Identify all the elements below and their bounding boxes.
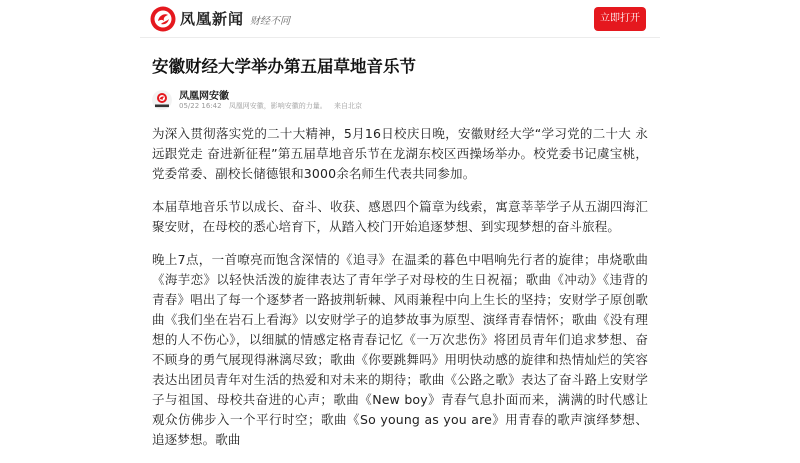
article-title: 安徽财经大学举办第五届草地音乐节: [152, 57, 416, 76]
paragraph: 为深入贯彻落实党的二十大精神，5月16日校庆日晚，安徽财经大学“学习党的二十大 永远跟党走 奋进新征程”第五届草地音乐节在龙湖东校区西操场举办。校党委书记虞宝桃，党委常委、副校长储德银和3000余名师生代表共同参加。: [152, 126, 648, 181]
paragraph: 本届草地音乐节以成长、奋斗、收获、感恩四个篇章为线索，寓意莘莘学子从五湖四海汇聚安财，在母校的悉心培育下，从踏入校门开始追逐梦想、到实现梦想的奋斗旅程。: [152, 199, 648, 234]
brand-slogan: 财经不同: [250, 16, 291, 27]
phoenix-logo-icon[interactable]: [150, 6, 176, 32]
author-avatar[interactable]: [152, 90, 172, 110]
source-slogan: 凤凰网安徽，影响安徽的力量。: [228, 102, 327, 110]
article-meta: [179, 101, 367, 111]
brand-name: 凤凰新闻: [180, 10, 245, 28]
top-bar: [140, 0, 660, 38]
brand: [180, 8, 290, 30]
paragraph: 晚上7点，一首嘹亮而饱含深情的《追寻》在温柔的暮色中唱响先行者的旋律；串烧歌曲《海芋恋》以轻快活泼的旋律表达了青年学子对母校的生日祝福；歌曲《冲动》《违背的青春》唱出了每一个逐梦者一路披荆斩棘、风雨兼程中向上生长的坚持；安财学子原创歌曲《我们坐在岩石上看海》以安财学子的追梦故事为原型、演绎青春情怀；歌曲《没有理想的人不伤心》，以细腻的情感定格青春记忆《一万次悲伤》将团员青年们追求梦想、奋不顾身的勇气展现得淋漓尽致；歌曲《你要跳舞吗》用明快动感的旋律和热情灿烂的笑容表达出团员青年对生活的热爱和对未来的期待；歌曲《公路之歌》表达了奋斗路上安财学子与祖国、母校共奋进的心声；歌曲《New boy》青春气息扑面而来，满满的时代感让观众仿佛步入一个平行时空；歌曲《So young as you are》用青春的歌声演绎梦想、追逐梦想。歌曲: [152, 252, 648, 447]
open-app-button[interactable]: 立即打开: [594, 7, 646, 31]
article-body: [152, 124, 648, 463]
location: 来自北京: [334, 102, 363, 110]
publish-date: 05/22 16:42: [179, 102, 222, 110]
author-name[interactable]: 凤凰网安徽: [179, 91, 229, 102]
